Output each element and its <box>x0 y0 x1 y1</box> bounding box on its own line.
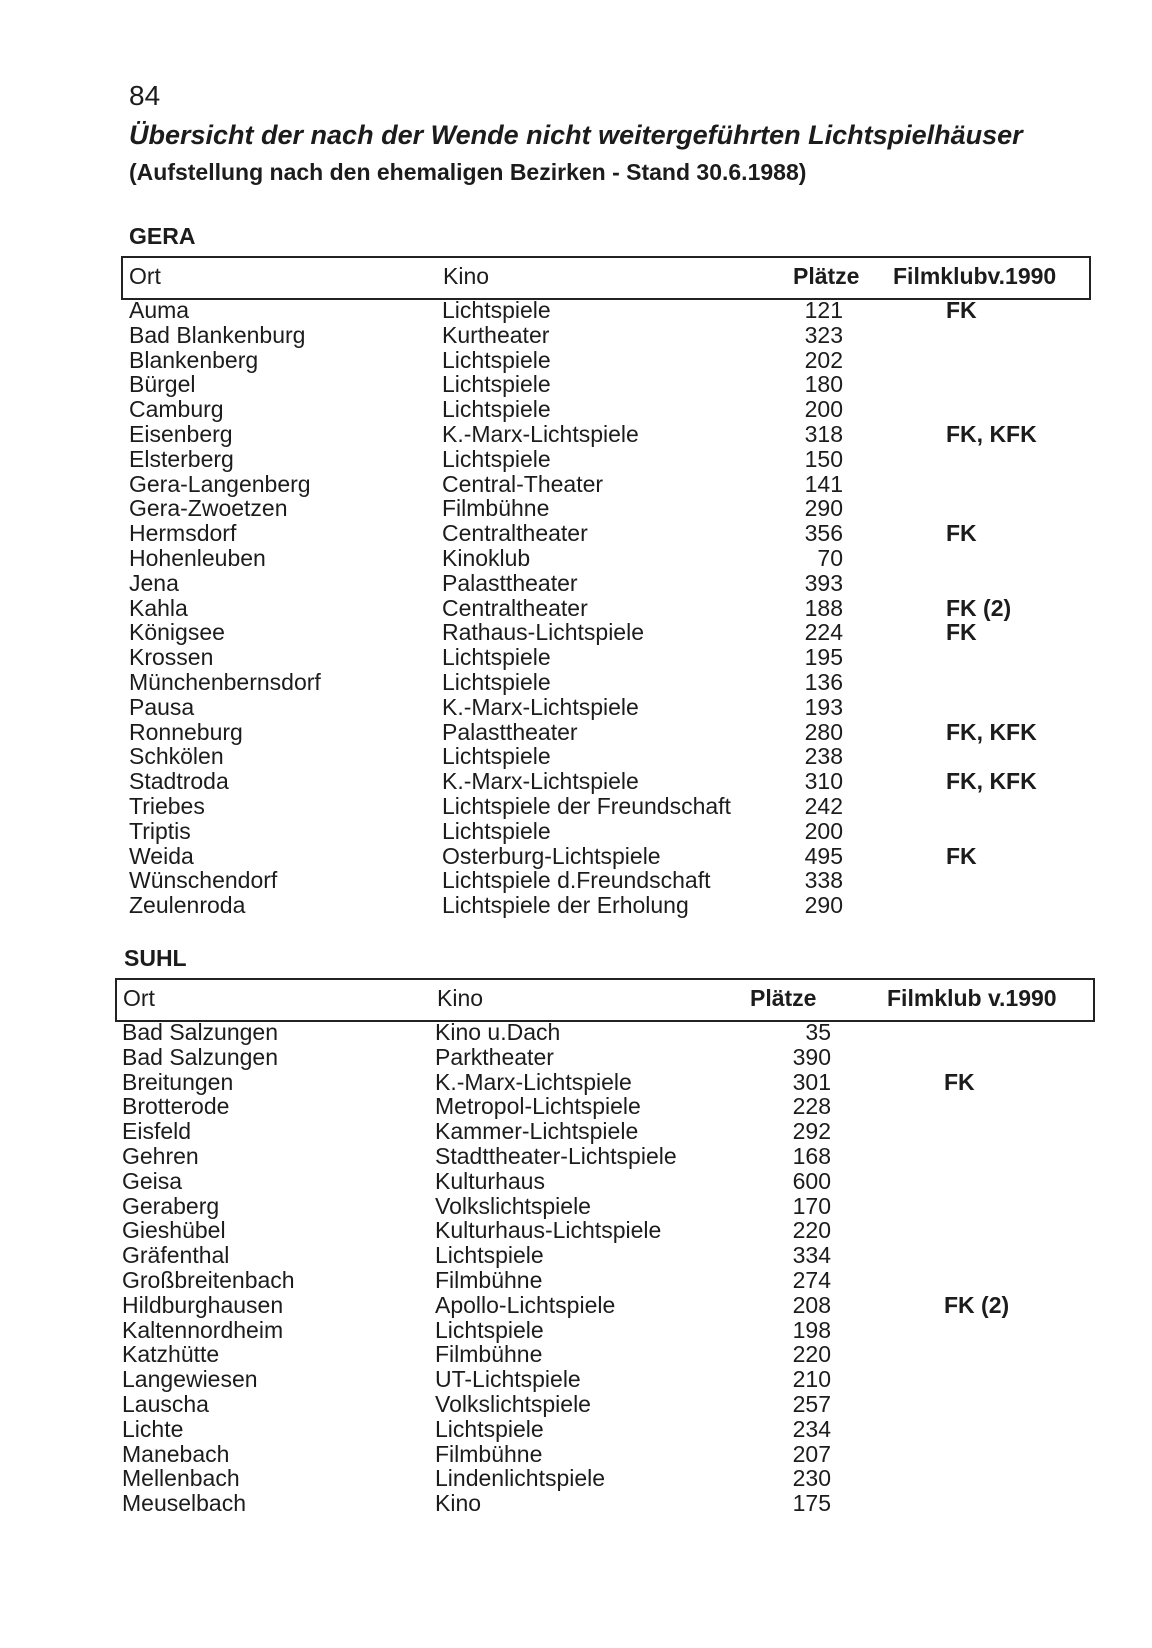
cell-plaetze: 323 <box>804 321 843 348</box>
cell-plaetze: 220 <box>792 1341 831 1368</box>
table-row <box>129 645 1089 670</box>
cell-ort: Lauscha <box>122 1390 209 1417</box>
cell-plaetze: 393 <box>804 569 843 596</box>
cell-ort: Bad Salzungen <box>122 1019 279 1045</box>
cell-kino: Lichtspiele <box>442 668 551 695</box>
cell-kino: Filmbühne <box>435 1440 543 1467</box>
cell-kino: K.-Marx-Lichtspiele <box>442 693 639 720</box>
table-row <box>129 397 1089 422</box>
column-header-plaetze: Plätze <box>750 985 817 1011</box>
cell-plaetze: 238 <box>804 743 843 770</box>
cell-kino: Lichtspiele <box>442 396 551 423</box>
table-row <box>129 844 1089 869</box>
cell-kino: Lichtspiele <box>435 1316 544 1343</box>
table-row <box>129 422 1089 447</box>
cell-kino: Filmbühne <box>435 1341 543 1368</box>
cell-ort: Schkölen <box>129 743 224 770</box>
table-header-gera <box>121 256 1091 300</box>
cell-plaetze: 356 <box>804 520 843 547</box>
cell-kino: Metropol-Lichtspiele <box>435 1093 641 1120</box>
table-row <box>129 620 1089 645</box>
cell-kino: Kulturhaus-Lichtspiele <box>435 1217 662 1244</box>
cell-plaetze: 195 <box>804 644 843 671</box>
cell-kino: Parktheater <box>435 1043 554 1070</box>
table-row <box>122 1169 1082 1194</box>
cell-plaetze: 495 <box>804 842 843 869</box>
table-row <box>122 1466 1082 1491</box>
table-row <box>122 1342 1082 1367</box>
cell-ort: Gräfenthal <box>122 1242 230 1269</box>
page-title: Übersicht der nach der Wende nicht weitergeführten Lichtspielhäuser <box>129 120 1023 150</box>
cell-ort: Breitungen <box>122 1068 234 1095</box>
column-header-ort: Ort <box>123 985 155 1011</box>
cell-ort: Eisenberg <box>129 420 233 447</box>
cell-plaetze: 234 <box>792 1415 831 1442</box>
cell-filmklub: FK <box>946 619 977 646</box>
cell-kino: Lichtspiele <box>442 743 551 770</box>
cell-plaetze: 228 <box>792 1093 831 1120</box>
cell-kino: K.-Marx-Lichtspiele <box>442 768 639 795</box>
cell-kino: Lichtspiele <box>442 346 551 373</box>
column-header-kino: Kino <box>437 985 484 1011</box>
cell-kino: K.-Marx-Lichtspiele <box>435 1068 632 1095</box>
cell-kino: Kurtheater <box>442 321 550 348</box>
cell-kino: Volkslichtspiele <box>435 1390 591 1417</box>
cell-plaetze: 220 <box>792 1217 831 1244</box>
cell-plaetze: 230 <box>792 1465 831 1492</box>
cell-plaetze: 141 <box>804 470 843 497</box>
cell-ort: Eisfeld <box>122 1118 192 1145</box>
cell-ort: Meuselbach <box>122 1490 247 1517</box>
table-row <box>129 744 1089 769</box>
cell-kino: Lichtspiele <box>442 297 551 323</box>
cell-ort: Krossen <box>129 644 214 671</box>
cell-ort: Bad Salzungen <box>122 1043 279 1070</box>
table-row <box>122 1268 1082 1293</box>
cell-plaetze: 35 <box>805 1019 831 1045</box>
cell-plaetze: 390 <box>792 1043 831 1070</box>
column-header-ort: Ort <box>129 263 161 289</box>
cell-ort: Bad Blankenburg <box>129 321 306 348</box>
cell-plaetze: 193 <box>804 693 843 720</box>
cell-plaetze: 170 <box>792 1192 831 1219</box>
column-header-kino: Kino <box>443 263 490 289</box>
cell-kino: Rathaus-Lichtspiele <box>442 619 645 646</box>
table-header-suhl <box>115 978 1095 1022</box>
cell-plaetze: 121 <box>804 297 843 323</box>
cell-plaetze: 136 <box>804 668 843 695</box>
cell-plaetze: 290 <box>804 495 843 522</box>
table-row <box>129 348 1089 373</box>
cell-kino: Kinoklub <box>442 544 531 571</box>
cell-plaetze: 202 <box>804 346 843 373</box>
table-row <box>122 1417 1082 1442</box>
cell-kino: Kino u.Dach <box>435 1019 561 1045</box>
table-row <box>129 496 1089 521</box>
cell-kino: Kulturhaus <box>435 1167 545 1194</box>
cell-ort: Auma <box>129 297 190 323</box>
cell-kino: Lichtspiele <box>442 445 551 472</box>
cell-ort: Langewiesen <box>122 1366 258 1393</box>
cell-plaetze: 150 <box>804 445 843 472</box>
cell-ort: Königsee <box>129 619 225 646</box>
table-row <box>129 472 1089 497</box>
column-header-filmklub: Filmklub v.1990 <box>887 985 1057 1011</box>
cell-kino: Osterburg-Lichtspiele <box>442 842 661 869</box>
cell-ort: Gera-Zwoetzen <box>129 495 288 522</box>
cell-ort: Blankenberg <box>129 346 259 373</box>
cell-ort: Mellenbach <box>122 1465 240 1492</box>
cell-ort: Triptis <box>129 817 191 844</box>
cell-ort: Kaltennordheim <box>122 1316 284 1343</box>
table-row <box>129 447 1089 472</box>
cell-filmklub: FK <box>946 520 977 547</box>
cell-ort: Katzhütte <box>122 1341 220 1368</box>
cell-kino: Apollo-Lichtspiele <box>435 1291 616 1318</box>
cell-plaetze: 224 <box>804 619 843 646</box>
table-body-suhl <box>122 1020 1082 1516</box>
cell-ort: Hohenleuben <box>129 544 266 571</box>
table-row <box>122 1243 1082 1268</box>
cell-plaetze: 198 <box>792 1316 831 1343</box>
cell-plaetze: 180 <box>804 371 843 398</box>
cell-plaetze: 70 <box>817 544 843 571</box>
cell-kino: Palasttheater <box>442 718 578 745</box>
cell-kino: Lichtspiele der Erholung <box>442 892 689 919</box>
cell-filmklub: FK (2) <box>944 1291 1010 1318</box>
table-row <box>122 1442 1082 1467</box>
cell-ort: Gieshübel <box>122 1217 226 1244</box>
table-row <box>129 323 1089 348</box>
table-row <box>122 1218 1082 1243</box>
table-row <box>129 695 1089 720</box>
cell-kino: Filmbühne <box>435 1266 543 1293</box>
cell-plaetze: 200 <box>804 817 843 844</box>
cell-plaetze: 318 <box>804 420 843 447</box>
cell-ort: Manebach <box>122 1440 230 1467</box>
table-row <box>129 521 1089 546</box>
table-row <box>122 1392 1082 1417</box>
cell-plaetze: 290 <box>804 892 843 919</box>
table-row <box>122 1491 1082 1516</box>
cell-filmklub: FK, KFK <box>946 768 1037 795</box>
cell-plaetze: 310 <box>804 768 843 795</box>
cell-kino: Lichtspiele <box>435 1242 544 1269</box>
cell-plaetze: 168 <box>792 1142 831 1169</box>
table-row <box>129 720 1089 745</box>
cell-ort: Weida <box>129 842 194 869</box>
cell-kino: Lichtspiele <box>442 371 551 398</box>
cell-kino: Central-Theater <box>442 470 604 497</box>
table-row <box>122 1293 1082 1318</box>
table-row <box>122 1020 1082 1045</box>
cell-kino: Lichtspiele d.Freundschaft <box>442 867 711 894</box>
table-row <box>129 372 1089 397</box>
cell-filmklub: FK (2) <box>946 594 1012 621</box>
cell-ort: Pausa <box>129 693 195 720</box>
cell-ort: Triebes <box>129 792 205 819</box>
cell-ort: Hermsdorf <box>129 520 237 547</box>
cell-plaetze: 274 <box>792 1266 831 1293</box>
cell-ort: Elsterberg <box>129 445 234 472</box>
table-row <box>122 1045 1082 1070</box>
cell-plaetze: 210 <box>792 1366 831 1393</box>
cell-plaetze: 338 <box>804 867 843 894</box>
cell-kino: Volkslichtspiele <box>435 1192 591 1219</box>
table-row <box>129 819 1089 844</box>
cell-plaetze: 242 <box>804 792 843 819</box>
cell-plaetze: 292 <box>792 1118 831 1145</box>
table-row <box>129 769 1089 794</box>
section-heading-suhl: SUHL <box>124 945 187 971</box>
column-header-filmklub: Filmklubv.1990 <box>893 263 1057 289</box>
cell-ort: Brotterode <box>122 1093 230 1120</box>
cell-ort: Ronneburg <box>129 718 243 745</box>
cell-kino: K.-Marx-Lichtspiele <box>442 420 639 447</box>
table-row <box>129 298 1089 323</box>
cell-plaetze: 301 <box>792 1068 831 1095</box>
section-heading-gera: GERA <box>129 223 196 249</box>
cell-kino: Lichtspiele <box>435 1415 544 1442</box>
cell-ort: Jena <box>129 569 179 596</box>
cell-plaetze: 280 <box>804 718 843 745</box>
cell-kino: Centraltheater <box>442 520 588 547</box>
table-row <box>129 571 1089 596</box>
cell-ort: Kahla <box>129 594 188 621</box>
table-row <box>122 1070 1082 1095</box>
page-number: 84 <box>129 80 161 111</box>
table-row <box>122 1194 1082 1219</box>
table-row <box>122 1144 1082 1169</box>
cell-kino: Lichtspiele <box>442 644 551 671</box>
table-row <box>129 893 1089 918</box>
cell-filmklub: FK <box>946 297 977 323</box>
cell-ort: Stadtroda <box>129 768 229 795</box>
cell-kino: UT-Lichtspiele <box>435 1366 581 1393</box>
cell-kino: Stadttheater-Lichtspiele <box>435 1142 677 1169</box>
cell-ort: Gehren <box>122 1142 199 1169</box>
cell-kino: Kino <box>435 1490 482 1517</box>
cell-plaetze: 200 <box>804 396 843 423</box>
cell-ort: Camburg <box>129 396 224 423</box>
page-subtitle: (Aufstellung nach den ehemaligen Bezirken - Stand 30.6.1988) <box>129 159 807 185</box>
cell-plaetze: 207 <box>792 1440 831 1467</box>
table-row <box>129 670 1089 695</box>
cell-plaetze: 208 <box>792 1291 831 1318</box>
cell-plaetze: 334 <box>792 1242 831 1269</box>
cell-filmklub: FK <box>946 842 977 869</box>
cell-ort: Zeulenroda <box>129 892 246 919</box>
cell-kino: Palasttheater <box>442 569 578 596</box>
cell-kino: Lichtspiele der Freundschaft <box>442 792 731 819</box>
cell-filmklub: FK, KFK <box>946 718 1037 745</box>
table-row <box>122 1119 1082 1144</box>
cell-kino: Kammer-Lichtspiele <box>435 1118 639 1145</box>
cell-kino: Lindenlichtspiele <box>435 1465 606 1492</box>
cell-ort: Hildburghausen <box>122 1291 284 1318</box>
table-row <box>129 868 1089 893</box>
cell-kino: Centraltheater <box>442 594 588 621</box>
cell-kino: Lichtspiele <box>442 817 551 844</box>
cell-ort: Geisa <box>122 1167 183 1194</box>
cell-kino: Filmbühne <box>442 495 550 522</box>
cell-ort: Lichte <box>122 1415 184 1442</box>
cell-ort: Bürgel <box>129 371 196 398</box>
cell-filmklub: FK, KFK <box>946 420 1037 447</box>
cell-ort: Münchenbernsdorf <box>129 668 321 695</box>
cell-plaetze: 600 <box>792 1167 831 1194</box>
table-row <box>129 546 1089 571</box>
column-header-plaetze: Plätze <box>793 263 860 289</box>
table-row <box>129 794 1089 819</box>
table-row <box>122 1367 1082 1392</box>
table-row <box>129 596 1089 621</box>
cell-ort: Geraberg <box>122 1192 220 1219</box>
cell-ort: Wünschendorf <box>129 867 278 894</box>
table-row <box>122 1094 1082 1119</box>
cell-plaetze: 188 <box>804 594 843 621</box>
cell-plaetze: 175 <box>792 1490 831 1517</box>
cell-plaetze: 257 <box>792 1390 831 1417</box>
cell-filmklub: FK <box>944 1068 975 1095</box>
table-row <box>122 1318 1082 1343</box>
cell-ort: Großbreitenbach <box>122 1266 295 1293</box>
table-body-gera <box>129 298 1089 918</box>
cell-ort: Gera-Langenberg <box>129 470 311 497</box>
